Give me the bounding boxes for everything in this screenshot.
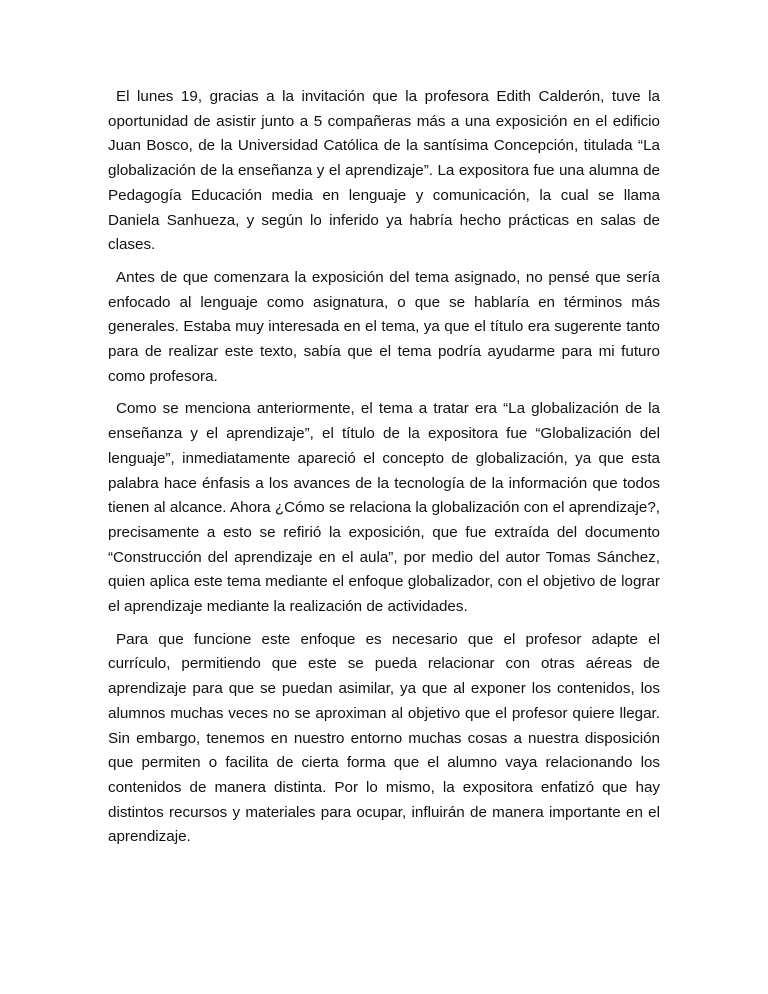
paragraph-2: Antes de que comenzara la exposición del tema asignado, no pensé que sería enfocado al lenguaje como asignatura, o que se hablaría en términos más generales. Estaba muy interesada en el tema, ya que el título era sugerente tanto para de realizar este texto, sabía que el tema podría ayudarme para mi futuro como profesora.: [108, 268, 660, 385]
document-body: [108, 85, 660, 858]
paragraph-3: Como se menciona anteriormente, el tema a tratar era “La globalización de la enseñanza y el aprendizaje”, el título de la expositora fue “Globalización del lenguaje”, inmediatamente apareció el concepto de globalización, ya que esta palabra hace énfasis a los avances de la tecnología de la información que todos tienen al alcance. Ahora ¿Cómo se relaciona la globalización con el aprendizaje?, precisamente a esto se refirió la exposición, que fue extraída del documento “Construcción del aprendizaje en el aula”, por medio del autor Tomas Sánchez, quien aplica este tema mediante el enfoque globalizador, con el objetivo de lograr el aprendizaje mediante la realización de actividades.: [108, 400, 660, 616]
paragraph-4: Para que funcione este enfoque es necesario que el profesor adapte el currículo, permitiendo que este se pueda relacionar con otras aéreas de aprendizaje para que se puedan asimilar, ya que al exponer los contenidos, los alumnos muchas veces no se aproximan al objetivo que el profesor quiere llegar. Sin embargo, tenemos en nuestro entorno muchas cosas a nuestra disposición que permiten o facilita de cierta forma que el alumno vaya relacionando los contenidos de manera distinta. Por lo mismo, la expositora enfatizó que hay distintos recursos y materiales para ocupar, influirán de manera importante en el aprendizaje.: [108, 630, 660, 846]
paragraph-1: El lunes 19, gracias a la invitación que la profesora Edith Calderón, tuve la oportunidad de asistir junto a 5 compañeras más a una exposición en el edificio Juan Bosco, de la Universidad Católica de la santísima Concepción, titulada “La globalización de la enseñanza y el aprendizaje”. La expositora fue una alumna de Pedagogía Educación media en lenguaje y comunicación, la cual se llama Daniela Sanhueza, y según lo inferido ya habría hecho prácticas en salas de clases.: [108, 88, 660, 254]
